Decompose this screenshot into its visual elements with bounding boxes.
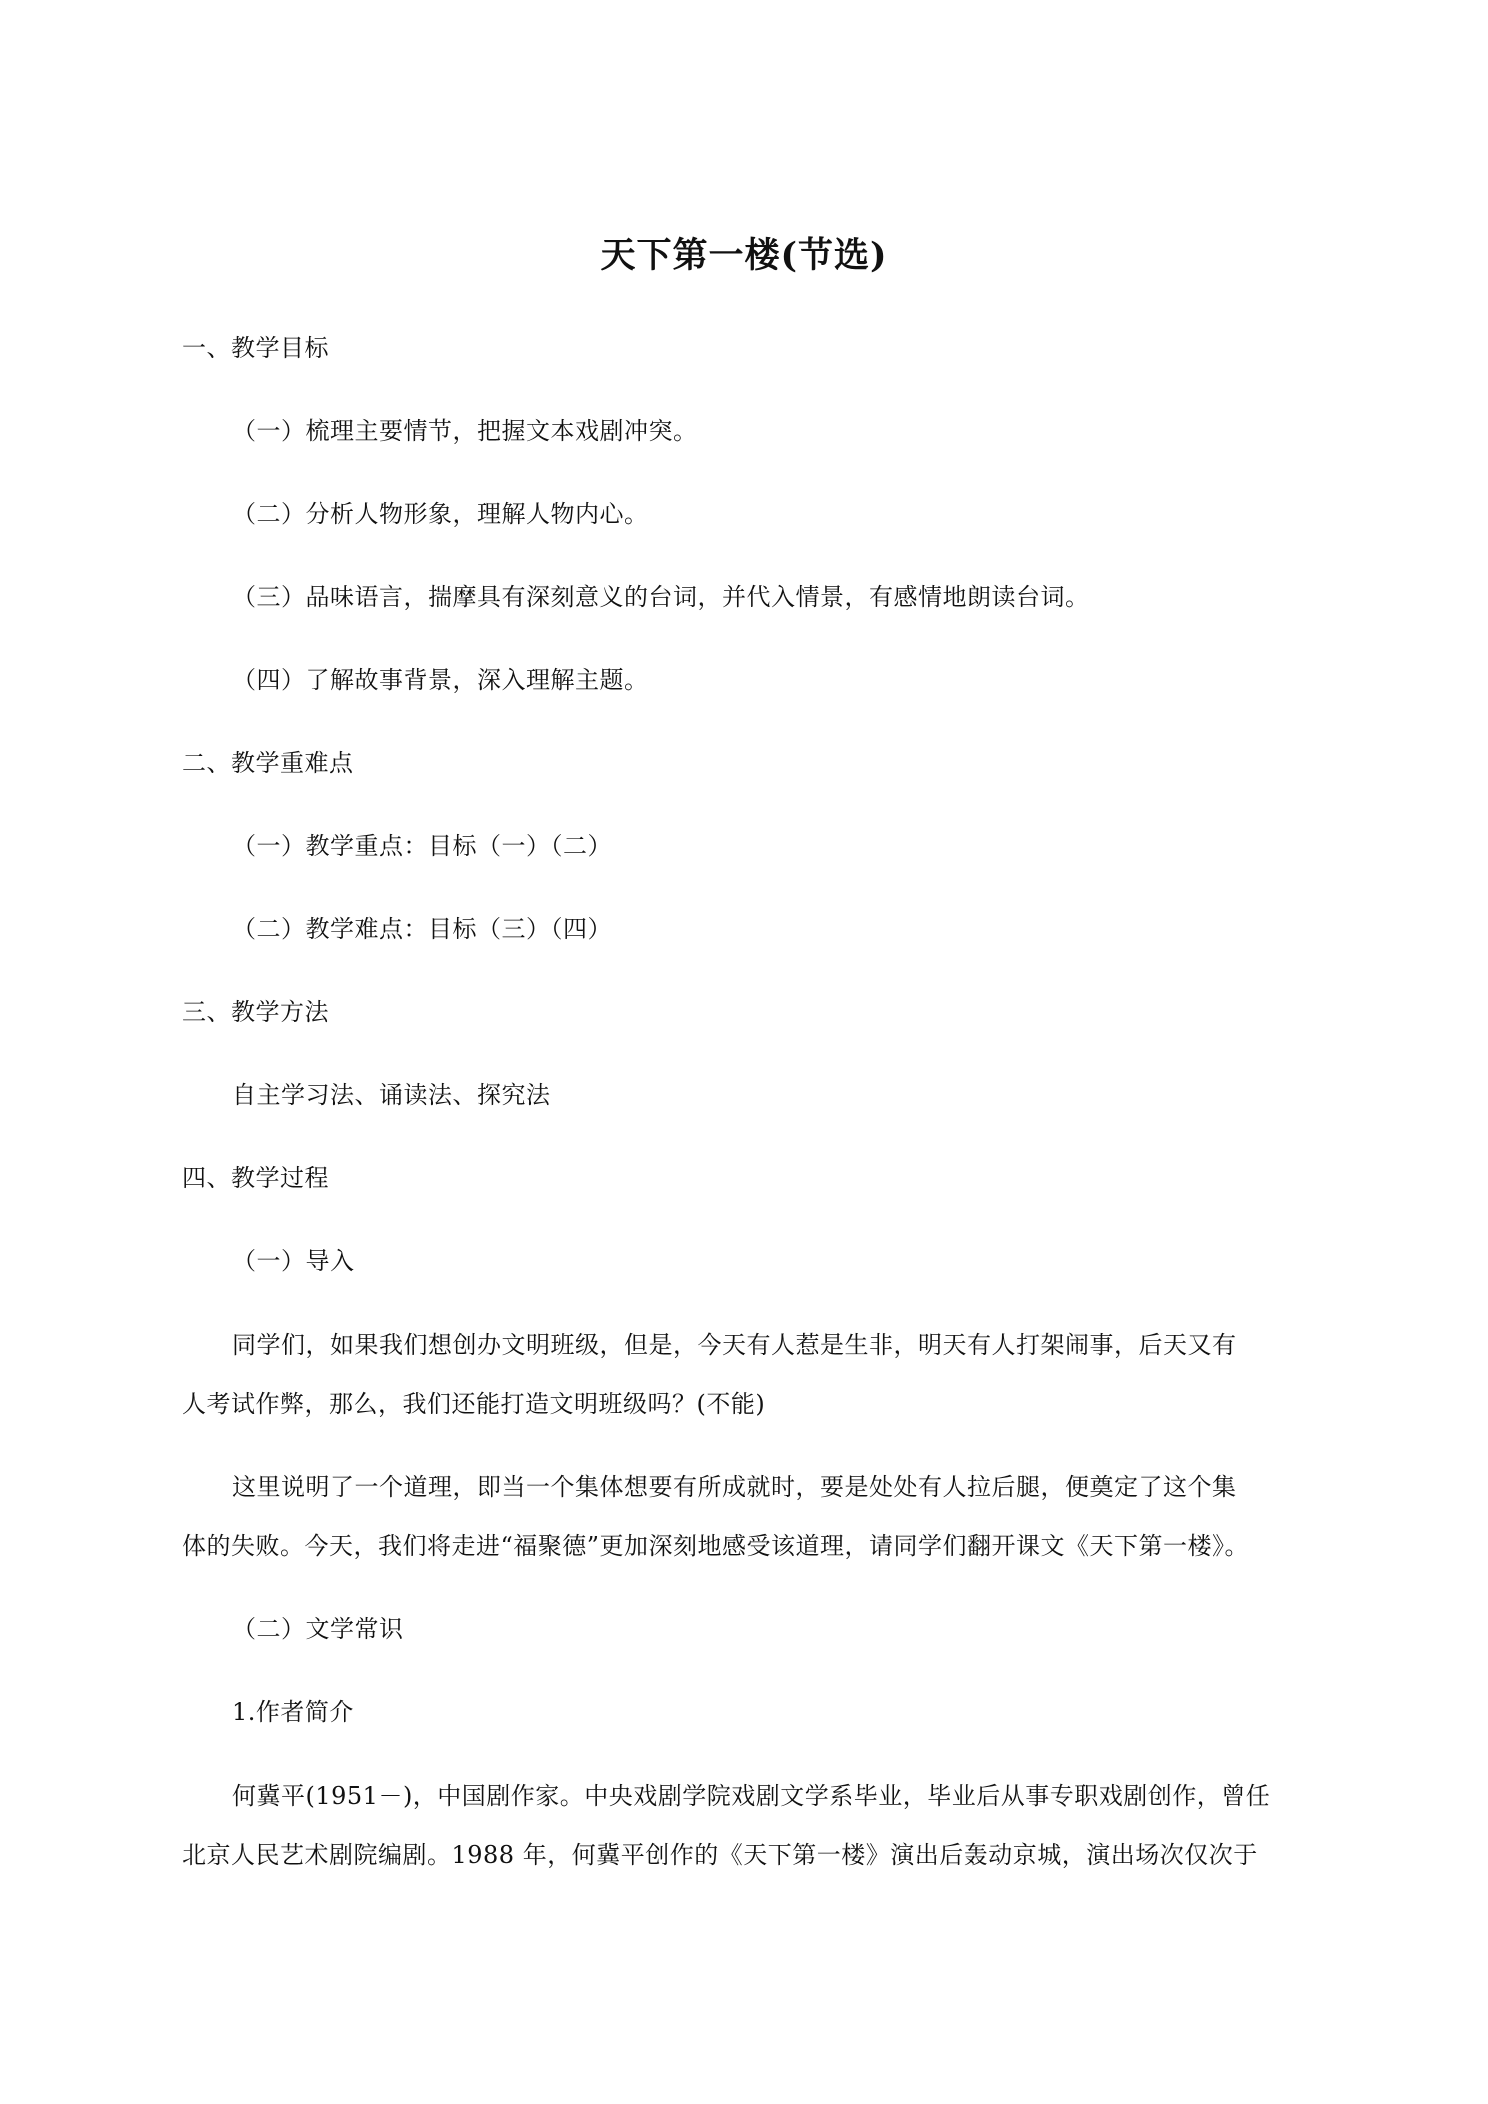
section-heading-process: 四、教学过程 xyxy=(182,1164,329,1192)
key-point-item-2: （二）教学难点：目标（三）（四） xyxy=(232,915,612,943)
key-point-item-1: （一）教学重点：目标（一）（二） xyxy=(232,832,612,860)
objective-item-4: （四）了解故事背景，深入理解主题。 xyxy=(232,666,649,694)
section-heading-objectives: 一、教学目标 xyxy=(182,334,329,362)
objective-item-2: （二）分析人物形象，理解人物内心。 xyxy=(232,500,649,528)
section-heading-methods: 三、教学方法 xyxy=(182,998,329,1026)
intro-paragraph-line-2: 人考试作弊，那么，我们还能打造文明班级吗？(不能) xyxy=(182,1390,766,1418)
intro-paragraph-2-line-1: 这里说明了一个道理，即当一个集体想要有所成就时，要是处处有人拉后腿，便奠定了这个集 xyxy=(232,1473,1237,1501)
author-intro-heading: 1.作者简介 xyxy=(232,1698,354,1726)
objective-item-3: （三）品味语言，揣摩具有深刻意义的台词，并代入情景，有感情地朗读台词。 xyxy=(232,583,1090,611)
author-paragraph-line-2: 北京人民艺术剧院编剧。1988 年，何冀平创作的《天下第一楼》演出后轰动京城，演出场次仅次于 xyxy=(182,1841,1258,1869)
objective-item-1: （一）梳理主要情节，把握文本戏剧冲突。 xyxy=(232,417,698,445)
author-paragraph-line-1: 何冀平(1951－)，中国剧作家。中央戏剧学院戏剧文学系毕业，毕业后从事专职戏剧创作，曾任 xyxy=(232,1782,1271,1810)
intro-paragraph-line-1: 同学们，如果我们想创办文明班级，但是，今天有人惹是生非，明天有人打架闹事，后天又有 xyxy=(232,1331,1237,1359)
subsection-heading-intro: （一）导入 xyxy=(232,1247,355,1275)
intro-paragraph-2-line-2: 体的失败。今天，我们将走进“福聚德”更加深刻地感受该道理，请同学们翻开课文《天下第一楼》。 xyxy=(182,1532,1250,1560)
document-title: 天下第一楼(节选) xyxy=(600,235,888,276)
subsection-heading-literature: （二）文学常识 xyxy=(232,1615,404,1643)
section-heading-key-points: 二、教学重难点 xyxy=(182,749,354,777)
methods-text: 自主学习法、诵读法、探究法 xyxy=(232,1081,551,1109)
